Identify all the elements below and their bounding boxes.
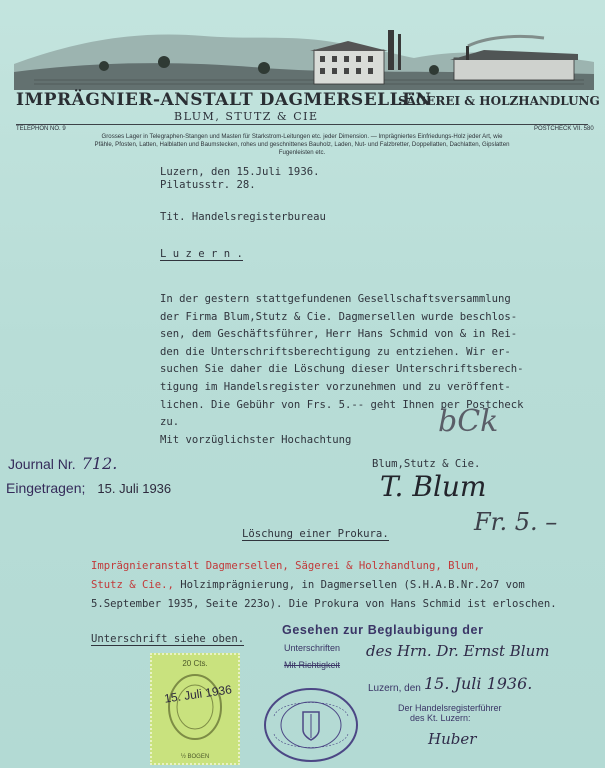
body-line: zu. bbox=[160, 416, 180, 429]
signature-note: Unterschrift siehe oben. bbox=[91, 633, 245, 645]
eingetragen-date: 15. Juli 1936 bbox=[97, 481, 172, 496]
unterschriften-label: Unterschriften bbox=[284, 643, 341, 653]
journal-number: 712. bbox=[81, 454, 118, 473]
firm-branch: SÄGEREI & HOLZHANDLUNG bbox=[398, 94, 600, 108]
eingetragen-label: Eingetragen; bbox=[6, 480, 86, 496]
body-line: In der gestern stattgefundenen Gesellschaftsversammlung bbox=[160, 293, 511, 305]
beglaubigung-stamp: Gesehen zur Beglaubigung der bbox=[282, 623, 484, 637]
recipient: Tit. Handelsregisterbureau bbox=[160, 211, 326, 223]
firm-name: IMPRÄGNIER-ANSTALT DAGMERSELLEN bbox=[16, 90, 432, 110]
entry-line-2-red: Stutz & Cie., bbox=[91, 579, 174, 591]
product-description bbox=[16, 133, 588, 157]
journal-stamp bbox=[8, 454, 117, 473]
registry-seal bbox=[262, 686, 360, 764]
luzern-den-label: Luzern, den bbox=[368, 683, 421, 694]
entry-line-3: 5.September 1935, Seite 223o). Die Prokura von Hans Schmid ist erloschen. bbox=[91, 598, 557, 610]
firm-name-header bbox=[16, 90, 600, 112]
fee-handwritten: Fr. 5. – bbox=[474, 508, 558, 536]
firm-owners: BLUM, STUTZ & CIE bbox=[174, 110, 319, 123]
body-line: den die Unterschriftsberechtigung zu entziehen. Wir er- bbox=[160, 345, 511, 358]
registrar-line-2: des Kt. Luzern: bbox=[410, 713, 471, 723]
description-line-3: Fugenleisten etc. bbox=[278, 149, 326, 156]
entry-line-2 bbox=[91, 579, 525, 591]
fee-stamp-bottom: ½ BOGEN bbox=[180, 754, 210, 760]
mit-richtigkeit-label: Mit Richtigkeit bbox=[284, 660, 341, 670]
fee-stamp-value: 20 Cts. bbox=[182, 659, 208, 668]
body-line: sen, dem Geschäftsführer, Herr Hans Schmid von & in Rei- bbox=[160, 328, 518, 341]
body-line: tigung im Handelsregister vorzunehmen und zu veröffent- bbox=[160, 380, 511, 393]
fee-revenue-stamp bbox=[150, 653, 240, 765]
postcheck-number: POSTCHECK VII. 580 bbox=[534, 126, 594, 132]
body-line: der Firma Blum,Stutz & Cie. Dagmersellen wurde beschlos- bbox=[160, 310, 518, 323]
street-address: Pilatusstr. 28. bbox=[160, 179, 256, 191]
closing: Mit vorzüglichster Hochachtung bbox=[160, 434, 352, 446]
eingetragen-stamp bbox=[6, 480, 171, 496]
stamp-emblem-icon bbox=[166, 671, 224, 743]
telephone-number: TELEPHON NO. 9 bbox=[16, 126, 66, 132]
header-rule bbox=[16, 124, 588, 125]
heading-deletion: Löschung einer Prokura. bbox=[242, 528, 389, 540]
registrar-line-1: Der Handelsregisterführer bbox=[398, 703, 502, 713]
description-line-2: Pfähle, Pfosten, Latten, Halblatten und Baumstecken, rohes und geschnittenes Bauholz, Laden, Nut- und Falzbretter, Doppellatten, Dachlatten, Gipslatten bbox=[94, 141, 510, 148]
handwritten-initials: bCk bbox=[438, 404, 499, 439]
body-line: suchen Sie daher die Löschung dieser Unterschriftsberech- bbox=[160, 363, 524, 376]
handwritten-date: 15. Juli 1936. bbox=[424, 674, 533, 693]
recipient-city: L u z e r n . bbox=[160, 248, 243, 260]
factory-illustration bbox=[14, 24, 594, 90]
body-line: lichen. Die Gebühr von Frs. 5.-- geht Ihnen per Postcheck bbox=[160, 398, 524, 411]
signature: T. Blum bbox=[380, 470, 487, 503]
fee-stamp-cancel-date: 15. Juli 1936 bbox=[163, 682, 233, 706]
handwritten-name: des Hrn. Dr. Ernst Blum bbox=[366, 642, 550, 660]
company-signatory: Blum,Stutz & Cie. bbox=[372, 458, 481, 470]
place-date: Luzern, den 15.Juli 1936. bbox=[160, 166, 320, 178]
entry-line-2-black: Holzimprägnierung, in Dagmersellen (S.H.A.B.Nr.2o7 vom bbox=[173, 579, 525, 591]
registrar-signature: Huber bbox=[428, 730, 477, 748]
description-line-1: Grosses Lager in Telegraphen-Stangen und Masten für Starkstrom-Leitungen etc. jeder Dimension. — Imprägniertes Einfriedungs-Holz jeder Art, wie bbox=[101, 133, 503, 140]
journal-label: Journal Nr. bbox=[8, 456, 76, 472]
entry-line-1: Imprägnieranstalt Dagmersellen, Sägerei & Holzhandlung, Blum, bbox=[91, 560, 481, 572]
